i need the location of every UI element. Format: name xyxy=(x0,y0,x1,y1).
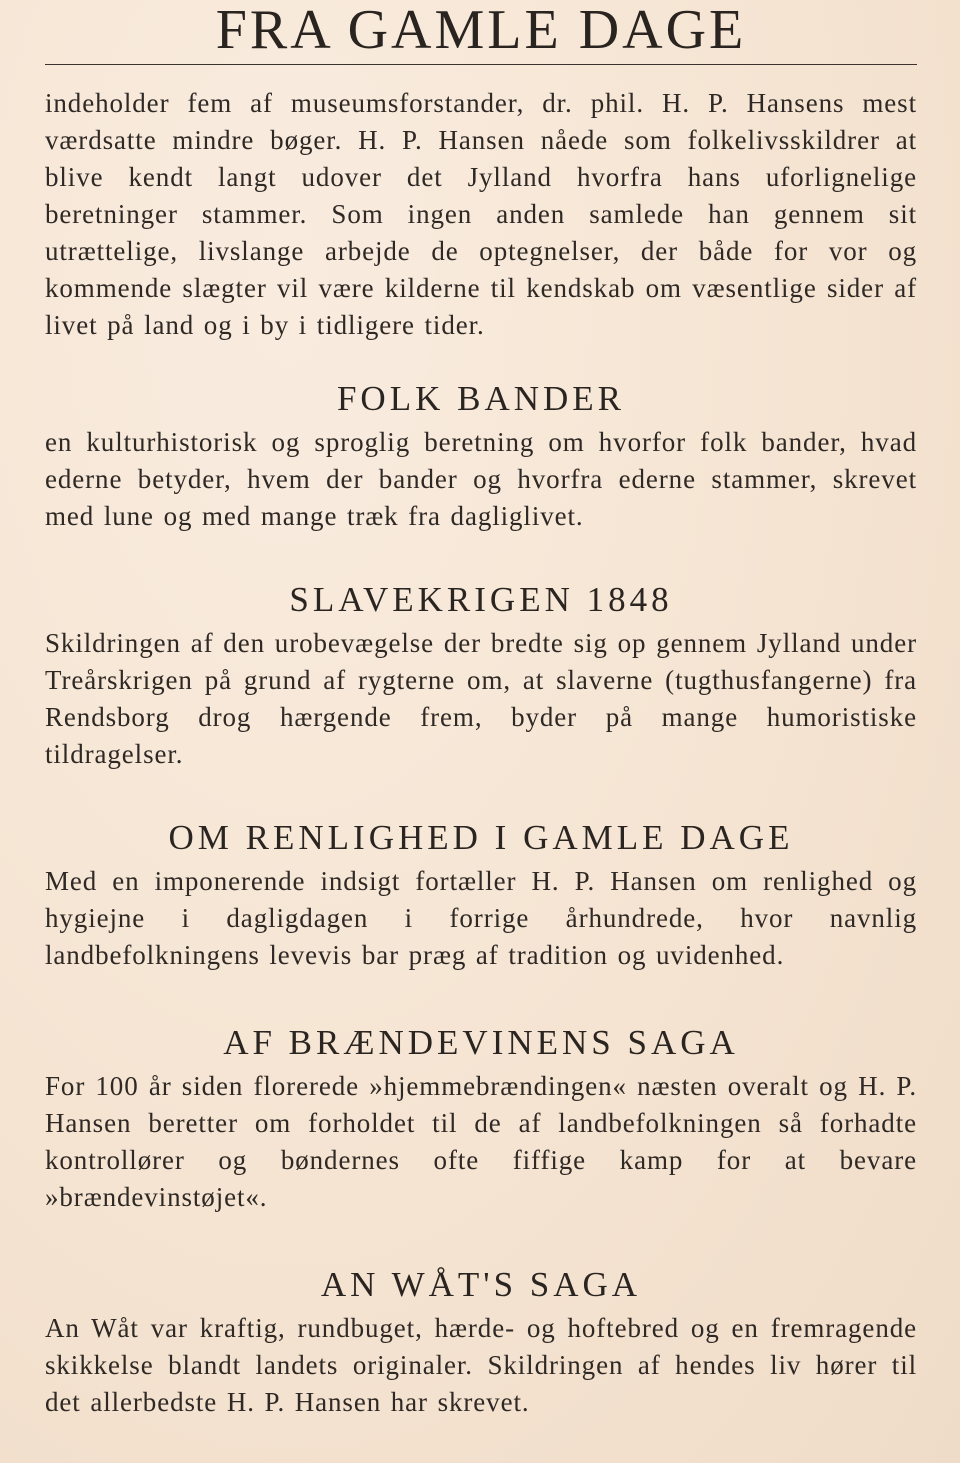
section-folk-bander xyxy=(45,378,917,535)
section-title: AF BRÆNDEVINENS SAGA xyxy=(223,1023,739,1062)
section-slavekrigen xyxy=(45,579,917,773)
intro-paragraph: indeholder fem af museumsforstander, dr. phil. H. P. Hansens mest værdsatte mindre bøger. H. P. Hansen nåede som folkelivsskildrer at blive kendt langt udover det Jylland hvorfra hans uforlignelige beretninger stammer. Som ingen anden samlede han gennem sit utrættelige, livslange arbejde de optegnelser, der både for vor og kommende slægter vil være kilderne til kendskab om væsentlige sider af livet på land og i by i tidligere tider. xyxy=(45,88,917,340)
section-title: SLAVEKRIGEN 1848 xyxy=(289,580,673,619)
section-text: en kulturhistorisk og sproglig beretning om hvorfor folk bander, hvad ederne betyder, hvem der bander og hvorfra ederne stammer, skrevet med lune og med mange træk fra dagliglivet. xyxy=(45,427,917,531)
section-text: Med en imponerende indsigt fortæller H. P. Hansen om renlighed og hygiejne i dagligdagen i forrige århundrede, hvor navnlig landbefolkningens levevis bar præg af tradition og uvidenhed. xyxy=(45,866,917,970)
page-title: FRA GAMLE DAGE xyxy=(215,0,747,61)
section-braendevinens-saga xyxy=(45,1022,917,1216)
section-title: FOLK BANDER xyxy=(336,379,626,418)
section-om-renlighed xyxy=(45,817,917,974)
section-text: For 100 år siden florerede »hjemmebrændingen« næsten overalt og H. P. Hansen beretter om forholdet til de af landbefolkningen så forhadte kontrollører og bøndernes ofte fiffige kamp for at bevare »brændevinstøjet«. xyxy=(45,1071,917,1212)
section-text: Skildringen af den urobevægelse der bredte sig op gennem Jylland under Treårskrigen på grund af rygterne om, at slaverne (tugthusfangerne) fra Rendsborg drog hærgende frem, byder på mange humoristiske tildragelser. xyxy=(45,628,917,769)
section-text: An Wåt var kraftig, rundbuget, hærde- og hoftebred og en fremragende skikkelse blandt landets originaler. Skildringen af hendes liv hører til det allerbedste H. P. Hansen har skrevet. xyxy=(45,1313,917,1417)
section-title: OM RENLIGHED I GAMLE DAGE xyxy=(168,818,794,857)
document-page xyxy=(45,0,917,1421)
section-title: AN WÅT'S SAGA xyxy=(320,1265,642,1304)
title-divider xyxy=(45,64,917,65)
section-an-wats-saga xyxy=(45,1264,917,1421)
